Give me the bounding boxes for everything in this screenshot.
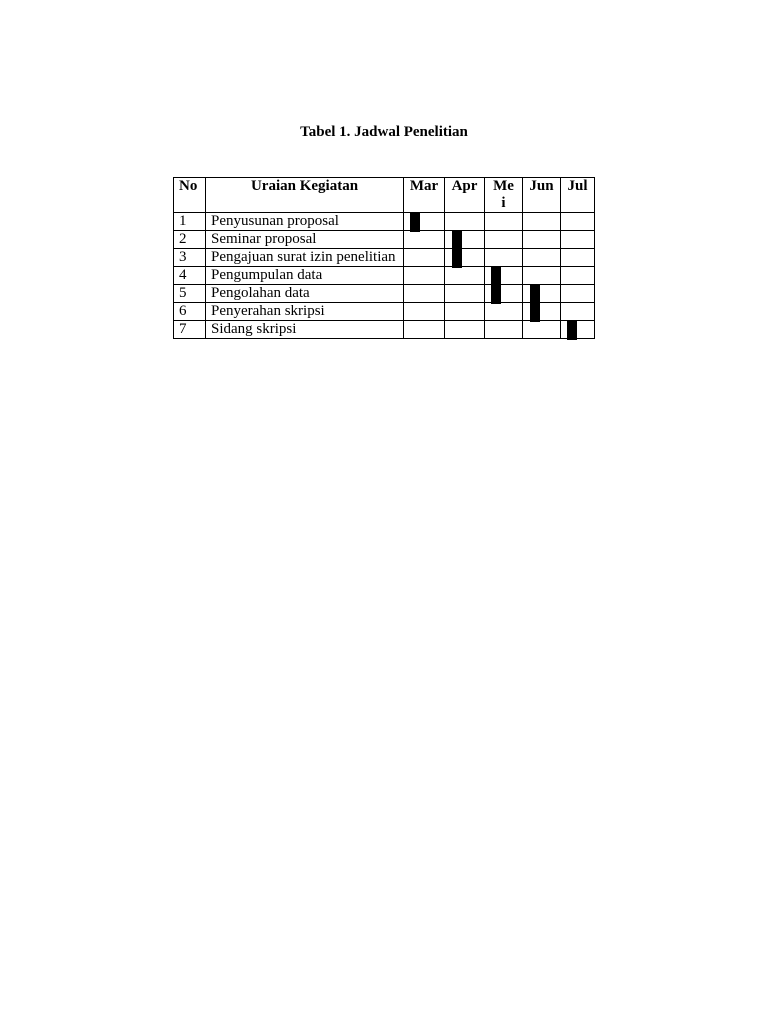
header-no: No xyxy=(174,178,206,213)
header-month-mar: Mar xyxy=(404,178,445,213)
table-row xyxy=(174,249,595,267)
month-cell xyxy=(485,267,523,285)
month-cell xyxy=(404,285,445,303)
month-cell xyxy=(485,285,523,303)
header-month-jul: Jul xyxy=(561,178,595,213)
row-activity: Pengolahan data xyxy=(206,285,404,303)
table-row xyxy=(174,231,595,249)
month-cell xyxy=(485,249,523,267)
header-activity: Uraian Kegiatan xyxy=(206,178,404,213)
month-cell xyxy=(561,303,595,321)
month-cell xyxy=(485,303,523,321)
schedule-mark xyxy=(410,213,420,232)
month-cell xyxy=(523,321,561,339)
month-cell xyxy=(485,231,523,249)
month-cell xyxy=(404,231,445,249)
schedule-mark xyxy=(567,321,577,340)
table-row xyxy=(174,285,595,303)
month-cell xyxy=(485,213,523,231)
month-cell xyxy=(561,213,595,231)
row-activity: Penyusunan proposal xyxy=(206,213,404,231)
row-number: 1 xyxy=(174,213,206,231)
month-cell xyxy=(561,321,595,339)
row-number: 4 xyxy=(174,267,206,285)
month-cell xyxy=(404,267,445,285)
research-schedule-table xyxy=(173,177,595,339)
header-row xyxy=(174,178,595,213)
month-cell xyxy=(445,321,485,339)
month-cell xyxy=(445,213,485,231)
month-cell xyxy=(523,267,561,285)
month-cell xyxy=(561,267,595,285)
header-month-apr: Apr xyxy=(445,178,485,213)
table-row xyxy=(174,303,595,321)
month-cell xyxy=(561,249,595,267)
month-cell xyxy=(445,249,485,267)
month-cell xyxy=(404,249,445,267)
month-cell xyxy=(523,231,561,249)
month-cell xyxy=(445,231,485,249)
header-month-jun: Jun xyxy=(523,178,561,213)
month-cell xyxy=(561,285,595,303)
month-cell xyxy=(523,303,561,321)
row-number: 3 xyxy=(174,249,206,267)
table-row xyxy=(174,321,595,339)
table-row xyxy=(174,267,595,285)
month-cell xyxy=(561,231,595,249)
table-row xyxy=(174,213,595,231)
header-month-mei: Me i xyxy=(485,178,523,213)
row-number: 6 xyxy=(174,303,206,321)
month-cell xyxy=(445,303,485,321)
row-activity: Sidang skripsi xyxy=(206,321,404,339)
month-cell xyxy=(523,249,561,267)
row-number: 5 xyxy=(174,285,206,303)
month-cell xyxy=(445,285,485,303)
row-activity: Pengumpulan data xyxy=(206,267,404,285)
table-body xyxy=(174,213,595,339)
table-title: Tabel 1. Jadwal Penelitian xyxy=(300,124,468,140)
month-cell xyxy=(404,303,445,321)
row-number: 2 xyxy=(174,231,206,249)
row-number: 7 xyxy=(174,321,206,339)
month-cell xyxy=(404,321,445,339)
month-cell xyxy=(523,213,561,231)
month-cell xyxy=(485,321,523,339)
month-cell xyxy=(445,267,485,285)
row-activity: Pengajuan surat izin penelitian xyxy=(206,249,404,267)
month-cell xyxy=(404,213,445,231)
row-activity: Penyerahan skripsi xyxy=(206,303,404,321)
row-activity: Seminar proposal xyxy=(206,231,404,249)
month-cell xyxy=(523,285,561,303)
